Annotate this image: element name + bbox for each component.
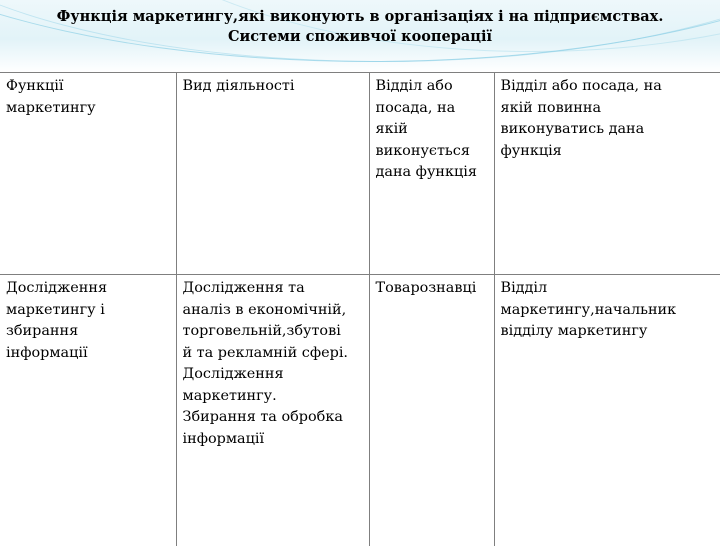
header-cell-functions: Функції маркетингу xyxy=(0,73,176,275)
page-title-line-1: Функція маркетингу,які виконують в організаціях і на підприємствах. xyxy=(10,7,710,27)
table-header-row xyxy=(0,73,720,275)
header-cell-current-department: Відділ або посада, на якій виконується дана функція xyxy=(369,73,494,275)
table-cell-activity: Дослідження та аналіз в економічній, торговельній,збутові й та рекламній сфері. Дослідження маркетингу. Збирання та обробка інформації xyxy=(176,275,369,546)
page-title xyxy=(10,7,710,47)
table-row xyxy=(0,275,720,546)
table-cell-target-department: Відділ маркетингу,начальник відділу маркетингу xyxy=(494,275,720,546)
table-cell-function: Дослідження маркетингу і збирання інформації xyxy=(0,275,176,546)
header-cell-activity: Вид діяльності xyxy=(176,73,369,275)
page-title-line-2: Системи споживчої кооперації xyxy=(10,27,710,47)
table-cell-current-department: Товарознавці xyxy=(369,275,494,546)
header-cell-target-department: Відділ або посада, на якій повинна виконуватись дана функція xyxy=(494,73,720,275)
marketing-functions-table xyxy=(0,72,720,546)
title-band xyxy=(0,0,720,72)
